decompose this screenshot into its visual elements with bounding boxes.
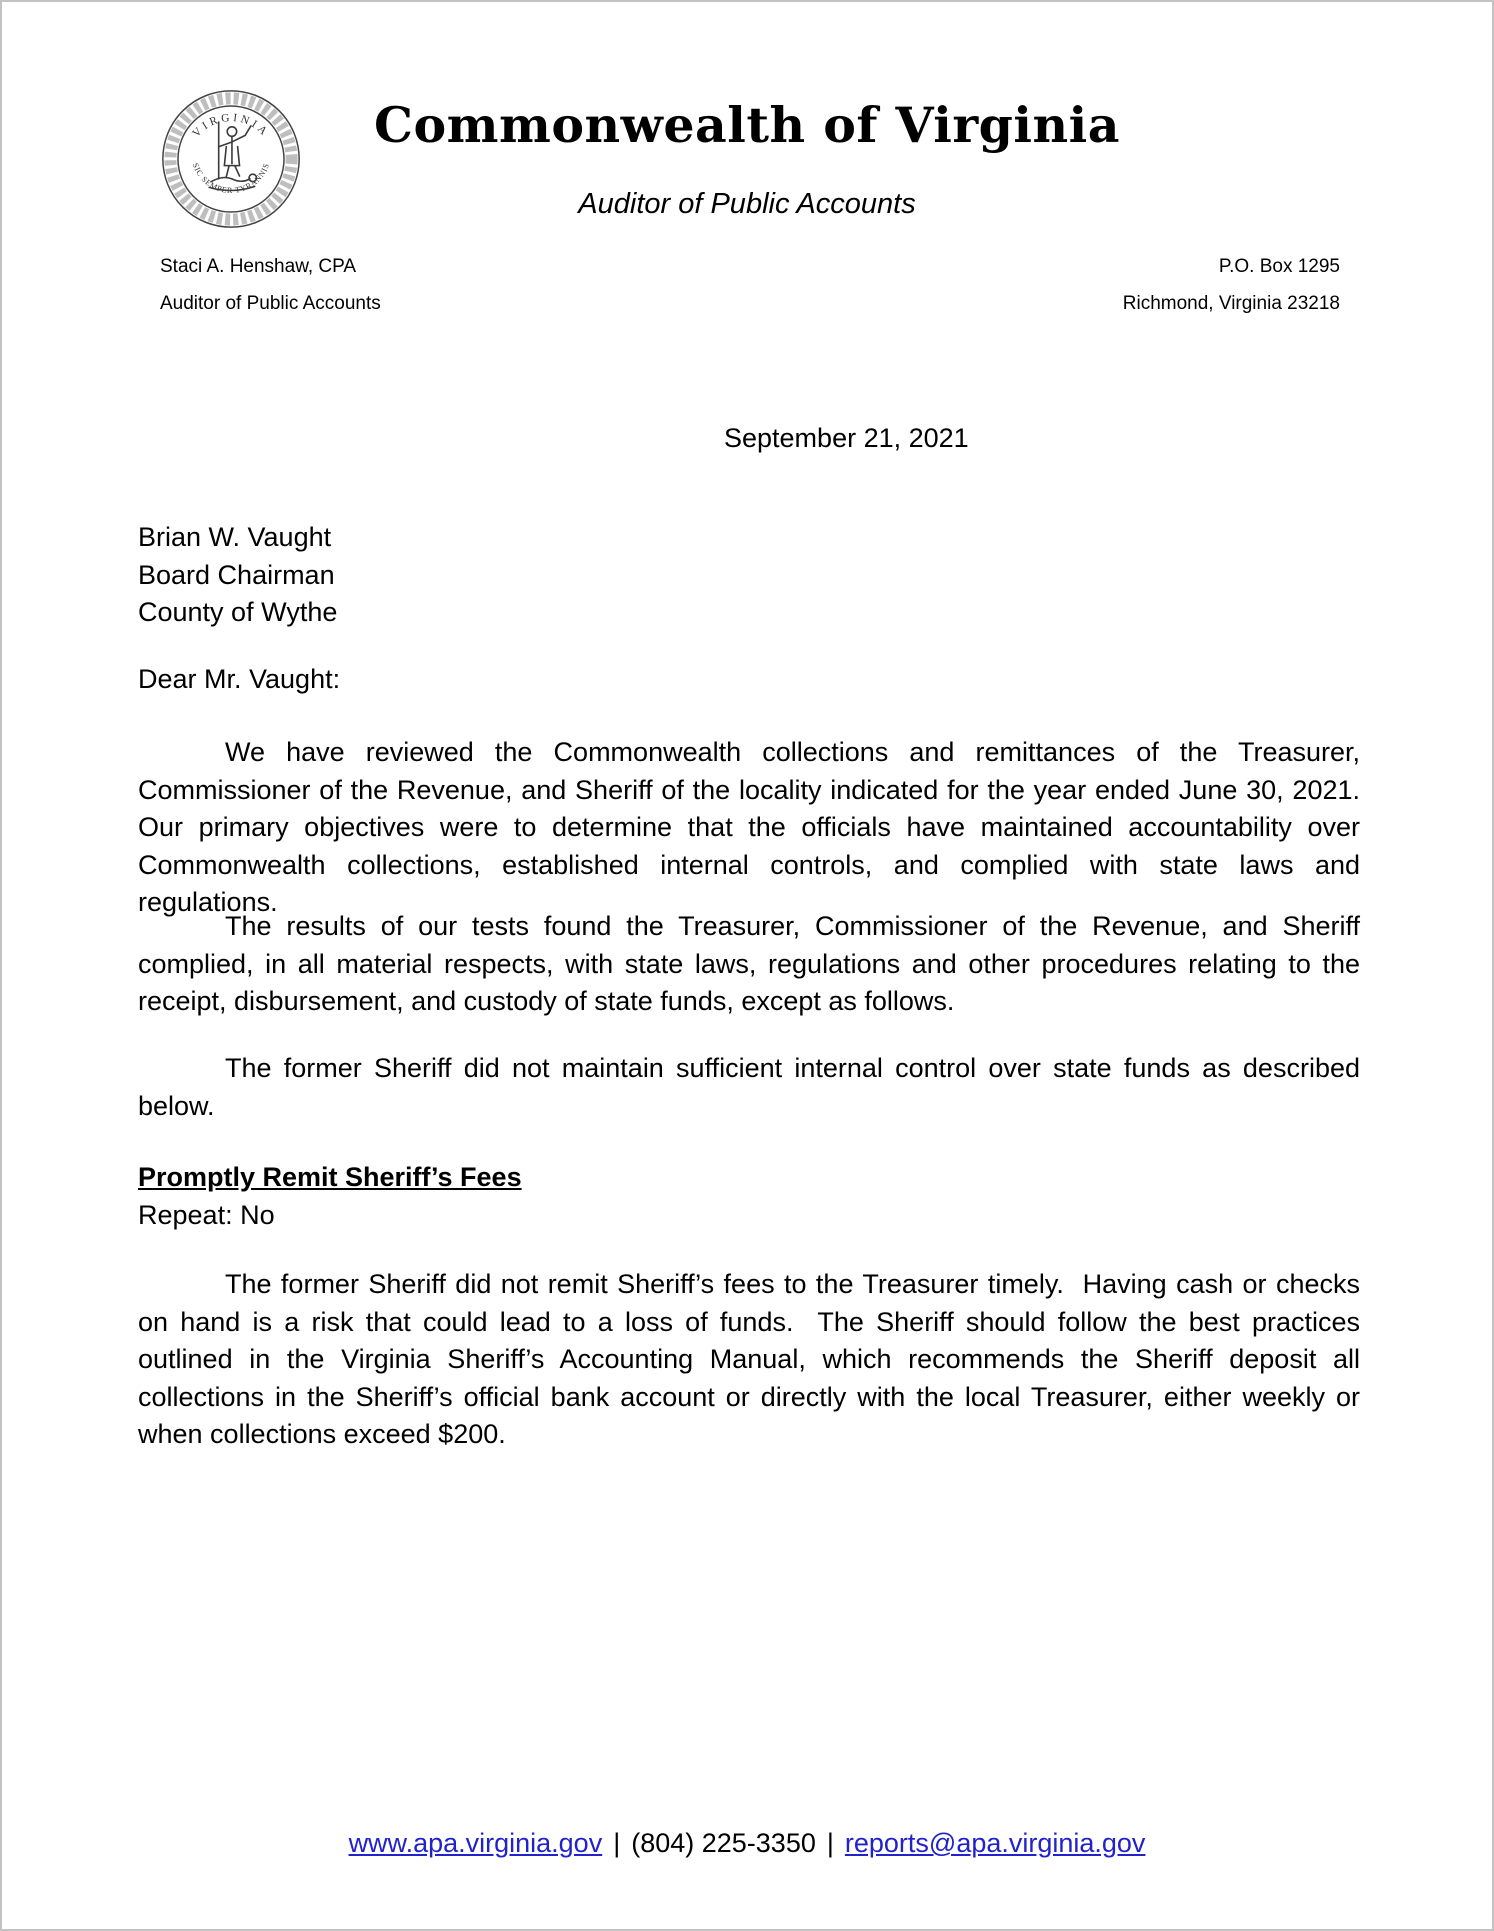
salutation: Dear Mr. Vaught: xyxy=(138,664,341,694)
letter-date: September 21, 2021 xyxy=(724,423,969,453)
body-paragraph-1: We have reviewed the Commonwealth collections and remittances of the Treasurer, Commissioner of the Revenue, and Sheriff of the locality indicated for the year ended June 30, 2021. Our primary objectives were to determine that the officials have maintained accountability over Commonwealth collections, established internal controls, and complied with state laws and regulations. xyxy=(138,737,1376,917)
recipient-locality: County of Wythe xyxy=(138,597,338,627)
recipient-block xyxy=(138,519,1360,632)
body-paragraph-3: The former Sheriff did not maintain sufficient internal control over state funds as described below. xyxy=(138,1053,1368,1121)
official-block xyxy=(160,248,381,322)
finding-repeat-status: Repeat: No xyxy=(138,1199,275,1230)
footer-email-link[interactable]: reports@apa.virginia.gov xyxy=(844,1828,1146,1858)
finding-heading: Promptly Remit Sheriff’s Fees xyxy=(138,1162,522,1192)
letterhead-subtitle: Auditor of Public Accounts xyxy=(578,188,916,220)
recipient-name: Brian W. Vaught xyxy=(138,522,332,552)
letterhead-title: Commonwealth of Virginia xyxy=(374,96,1120,154)
seal-bottom-text: SIC SEMPER TYRANNIS xyxy=(190,161,272,196)
seal-top-text: VIRGINIA xyxy=(190,111,272,140)
official-name: Staci A. Henshaw, CPA xyxy=(160,256,357,277)
recipient-title: Board Chairman xyxy=(138,559,335,590)
footer-separator-1: | xyxy=(613,1828,621,1858)
footer-phone: (804) 225-3350 xyxy=(631,1828,816,1858)
finding-header-block xyxy=(138,1159,1360,1234)
address-block xyxy=(1123,248,1340,322)
body-paragraph-2: The results of our tests found the Treasurer, Commissioner of the Revenue, and Sheriff complied, in all material respects, with state laws, regulations and other procedures relating to the receipt, disbursement, and custody of state funds, except as follows. xyxy=(138,911,1368,1016)
address-po-box: P.O. Box 1295 xyxy=(1218,256,1340,277)
footer-website-link[interactable]: www.apa.virginia.gov xyxy=(348,1828,603,1858)
footer-separator-2: | xyxy=(826,1828,834,1858)
address-city: Richmond, Virginia 23218 xyxy=(1122,293,1340,314)
footer-contact-line xyxy=(2,1828,1492,1859)
official-title: Auditor of Public Accounts xyxy=(160,293,381,314)
finding-paragraph: The former Sheriff did not remit Sheriff’s fees to the Treasurer timely. Having cash or checks on hand is a risk that could lead to a loss of funds. The Sheriff should follow the best practices outlined in the Virginia Sheriff’s Accounting Manual, which recommends the Sheriff deposit all collections in the Sheriff’s official bank account or directly with the local Treasurer, either weekly or when collections exceed $200. xyxy=(138,1269,1368,1449)
